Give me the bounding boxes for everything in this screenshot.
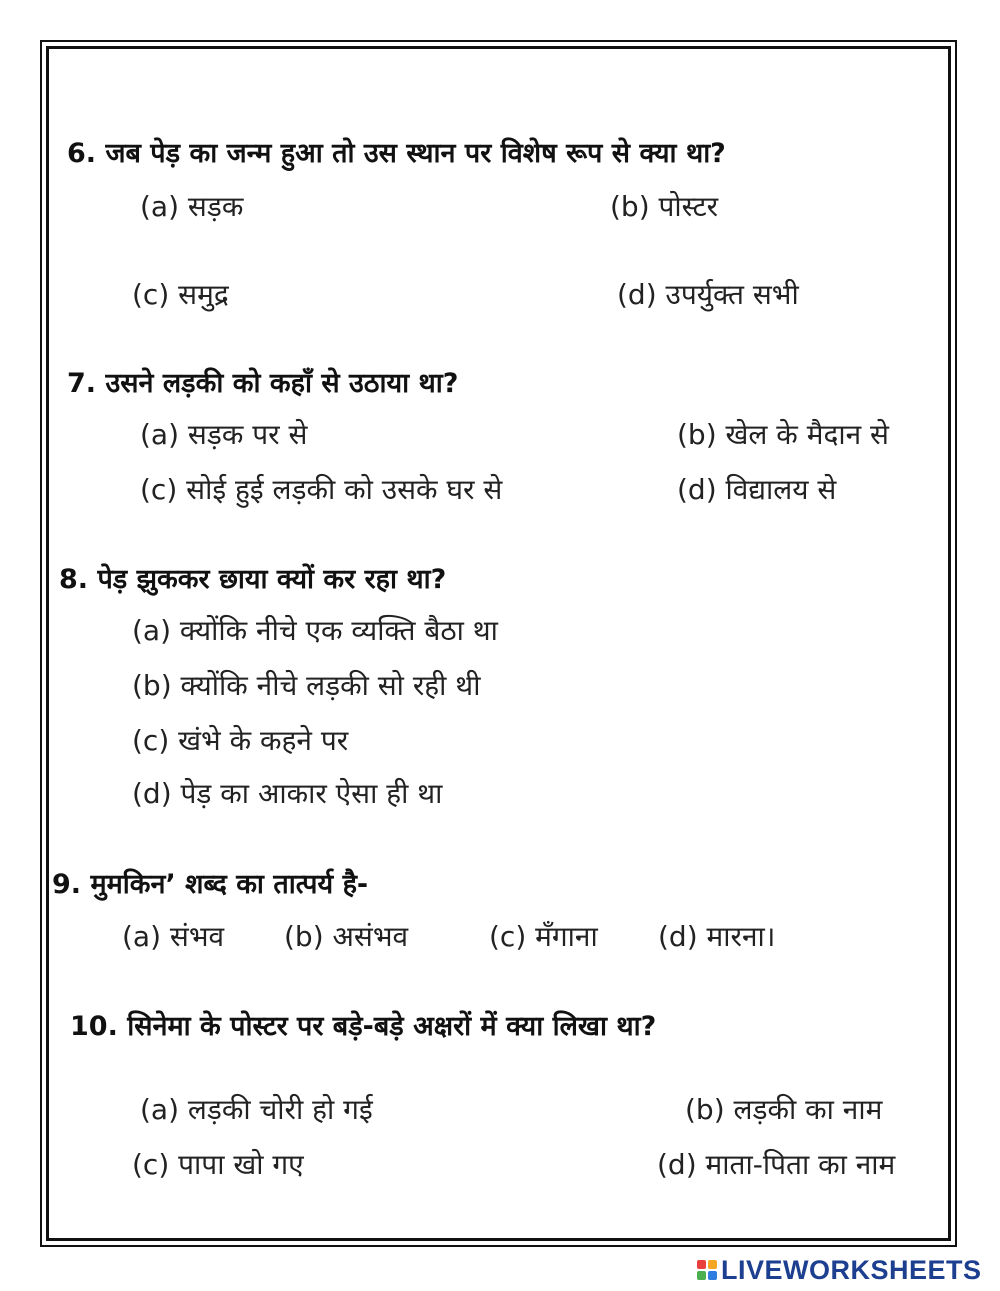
q10-option-d[interactable]: (d) माता-पिता का नाम bbox=[657, 1148, 896, 1181]
q6-option-c[interactable]: (c) समुद्र bbox=[132, 278, 229, 311]
liveworksheets-logo bbox=[697, 1254, 982, 1286]
q9-option-d[interactable]: (d) मारना। bbox=[658, 920, 776, 953]
logo-block-red bbox=[697, 1260, 706, 1269]
question-7: 7. उसने लड़की को कहाँ से उठाया था? bbox=[67, 368, 459, 399]
logo-blocks-icon bbox=[697, 1260, 717, 1280]
q7-option-d[interactable]: (d) विद्यालय से bbox=[677, 473, 837, 506]
q8-option-a[interactable]: (a) क्योंकि नीचे एक व्यक्ति बैठा था bbox=[132, 614, 498, 647]
q10-option-c[interactable]: (c) पापा खो गए bbox=[132, 1148, 304, 1181]
logo-block-orange bbox=[708, 1260, 717, 1269]
q8-option-d[interactable]: (d) पेड़ का आकार ऐसा ही था bbox=[132, 777, 443, 810]
question-10: 10. सिनेमा के पोस्टर पर बड़े-बड़े अक्षरों में क्या लिखा था? bbox=[70, 1011, 657, 1042]
question-6: 6. जब पेड़ का जन्म हुआ तो उस स्थान पर विशेष रूप से क्या था? bbox=[67, 138, 726, 169]
brand-name: LIVEWORKSHEETS bbox=[721, 1254, 982, 1285]
q6-option-b[interactable]: (b) पोस्टर bbox=[610, 190, 719, 223]
q9-option-c[interactable]: (c) मँगाना bbox=[489, 920, 598, 953]
q7-option-c[interactable]: (c) सोई हुई लड़की को उसके घर से bbox=[140, 473, 503, 506]
question-8: 8. पेड़ झुककर छाया क्यों कर रहा था? bbox=[59, 564, 447, 595]
q10-option-b[interactable]: (b) लड़की का नाम bbox=[685, 1093, 883, 1126]
q6-option-a[interactable]: (a) सड़क bbox=[140, 190, 244, 223]
q8-option-c[interactable]: (c) खंभे के कहने पर bbox=[132, 724, 349, 757]
logo-block-blue bbox=[708, 1271, 717, 1280]
q7-option-b[interactable]: (b) खेल के मैदान से bbox=[677, 418, 889, 451]
q7-option-a[interactable]: (a) सड़क पर से bbox=[140, 418, 308, 451]
question-9: 9. मुमकिन’ शब्द का तात्पर्य है- bbox=[52, 869, 369, 900]
q9-option-b[interactable]: (b) असंभव bbox=[284, 920, 409, 953]
q9-option-a[interactable]: (a) संभव bbox=[122, 920, 225, 953]
q8-option-b[interactable]: (b) क्योंकि नीचे लड़की सो रही थी bbox=[132, 669, 481, 702]
q6-option-d[interactable]: (d) उपर्युक्त सभी bbox=[617, 278, 799, 311]
q10-option-a[interactable]: (a) लड़की चोरी हो गई bbox=[140, 1093, 373, 1126]
logo-block-green bbox=[697, 1271, 706, 1280]
